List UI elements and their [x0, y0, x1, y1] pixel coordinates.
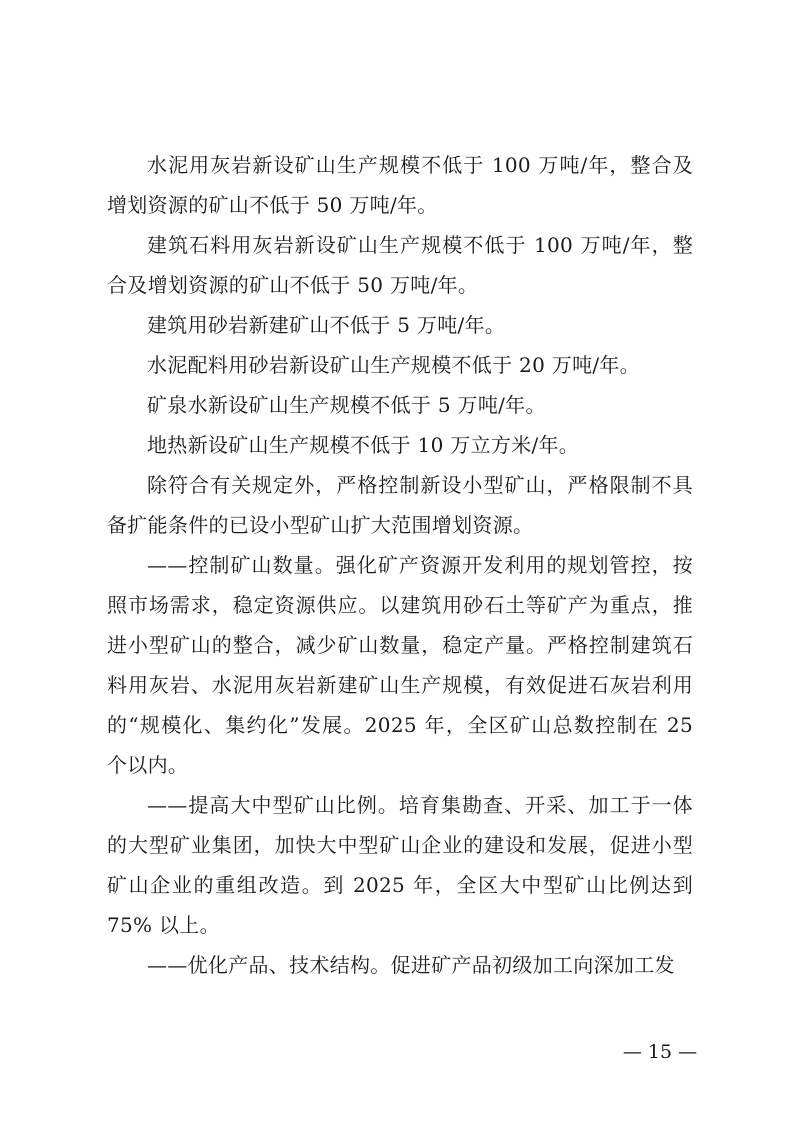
paragraph-building-stone-limestone: 建筑石料用灰岩新设矿山生产规模不低于 100 万吨/年，整合及增划资源的矿山不低于 50 万吨/年。 [107, 233, 693, 297]
paragraph-geothermal: 地热新设矿山生产规模不低于 10 万立方米/年。 [147, 433, 580, 457]
paragraph-building-sandstone: 建筑用砂岩新建矿山不低于 5 万吨/年。 [147, 313, 506, 337]
paragraph-control-mine-count: ——控制矿山数量。强化矿产资源开发利用的规划管控，按照市场需求，稳定资源供应。以建筑用砂石土等矿产为重点，推进小型矿山的整合，减少矿山数量，稳定产量。严格控制建筑石料用灰岩、水泥用灰岩新建矿山生产规模，有效促进石灰岩利用的“规模化、集约化”发展。2025 年，全区矿山总数控制在 25 个以内。 [107, 553, 693, 777]
paragraph-cement-sandstone: 水泥配料用砂岩新设矿山生产规模不低于 20 万吨/年。 [147, 353, 641, 377]
paragraph-optimize-structure: ——优化产品、技术结构。促进矿产品初级加工向深加工发 [147, 953, 675, 977]
paragraph-cement-limestone: 水泥用灰岩新设矿山生产规模不低于 100 万吨/年，整合及增划资源的矿山不低于 50 万吨/年。 [107, 153, 693, 217]
paragraph-large-mine-ratio: ——提高大中型矿山比例。培育集勘查、开采、加工于一体的大型矿业集团，加快大中型矿山企业的建设和发展，促进小型矿山企业的重组改造。到 2025 年，全区大中型矿山比例达到 75% 以上。 [107, 793, 693, 937]
page-number: — 15 — [622, 1041, 698, 1063]
paragraph-mineral-water: 矿泉水新设矿山生产规模不低于 5 万吨/年。 [147, 393, 546, 417]
paragraph-small-mines: 除符合有关规定外，严格控制新设小型矿山，严格限制不具备扩能条件的已设小型矿山扩大范围增划资源。 [107, 473, 693, 537]
